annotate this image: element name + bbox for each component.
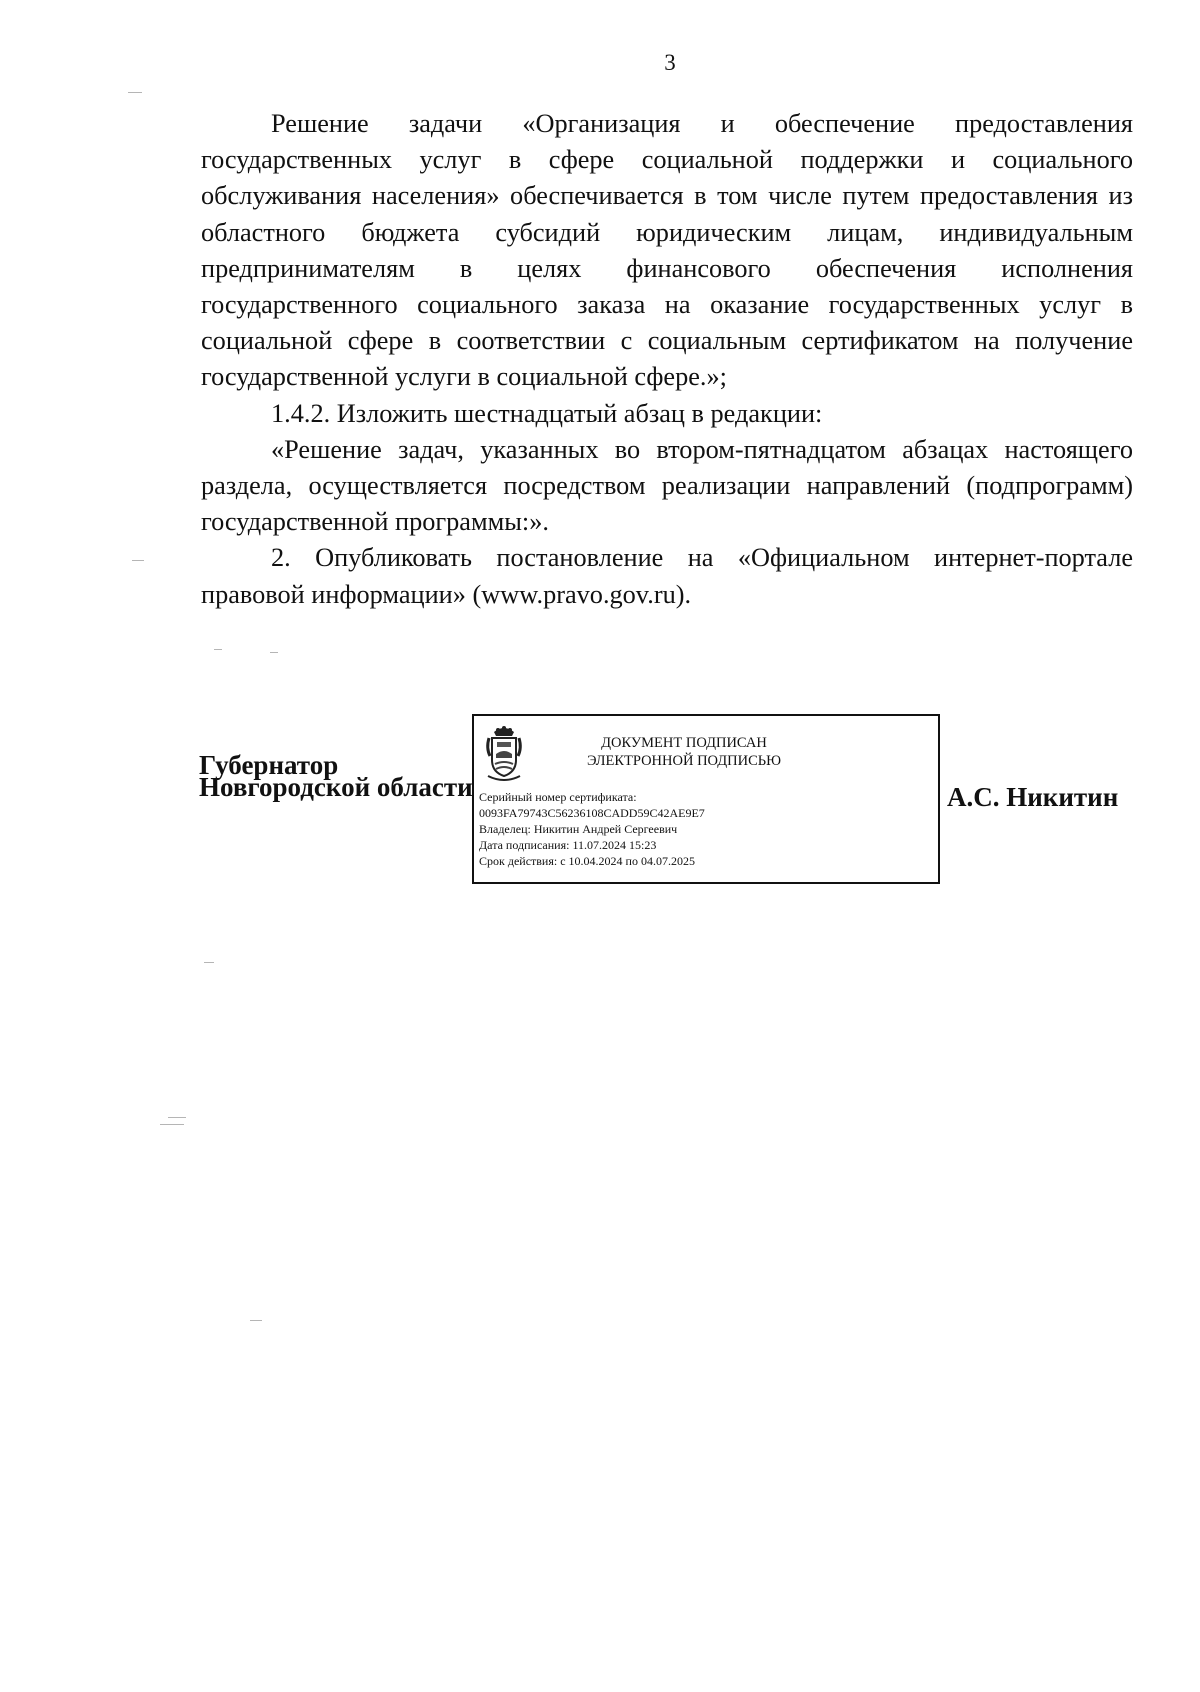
electronic-signature-stamp xyxy=(472,714,940,884)
scan-artifact xyxy=(270,652,278,653)
scan-artifact xyxy=(250,1320,262,1321)
signer-name: А.С. Никитин xyxy=(947,782,1119,812)
signer-position-line1: Губернатор xyxy=(199,750,339,780)
paragraph-item-1-4-2: 1.4.2. Изложить шестнадцатый абзац в редакции: xyxy=(271,398,823,428)
stamp-heading-line2: ЭЛЕКТРОННОЙ ПОДПИСЬЮ xyxy=(586,753,782,769)
coat-of-arms-icon xyxy=(484,724,524,782)
scan-artifact xyxy=(204,962,214,963)
paragraph-item-2: 2. Опубликовать постановление на «Официальном интернет-портале правовой информации» (www.pravo.gov.ru). xyxy=(201,543,1133,609)
document-body xyxy=(201,106,1133,613)
paragraph-task-solution: Решение задачи «Организация и обеспечение предоставления государственных услуг в сфере социальной поддержки и социального обслуживания населения» обеспечивается в том числе путем предоставления из областного бюджета субсидий юридическим лицам, индивидуальным предпринимателям в целях финансового обеспечения исполнения государственного социального заказа на оказание государственных услуг в социальной сфере в соответствии с социальным сертификатом на получение государственной услуги в социальной сфере.»; xyxy=(201,109,1133,392)
scan-artifact xyxy=(132,560,144,561)
stamp-heading-line1: ДОКУМЕНТ ПОДПИСАН xyxy=(601,735,767,751)
stamp-heading xyxy=(534,734,834,770)
scan-artifact xyxy=(214,649,222,650)
stamp-details xyxy=(479,789,929,869)
signer-position-line2: Новгородской области xyxy=(199,772,473,802)
certificate-serial-value: 0093FA79743C56236108CADD59C42AE9E7 xyxy=(479,806,705,820)
scan-artifact xyxy=(128,92,142,93)
signature-block xyxy=(0,714,1200,894)
scan-artifact xyxy=(160,1124,184,1125)
signing-date: Дата подписания: 11.07.2024 15:23 xyxy=(479,838,657,852)
paragraph-quoted-text: «Решение задач, указанных во втором-пятнадцатом абзацах настоящего раздела, осуществляется посредством реализации направлений (подпрограмм) государственной программы:». xyxy=(201,434,1133,537)
page-number: 3 xyxy=(664,50,676,75)
certificate-serial-label: Серийный номер сертификата: xyxy=(479,790,637,804)
signer-position xyxy=(199,750,473,802)
scan-artifact xyxy=(168,1117,186,1118)
certificate-owner: Владелец: Никитин Андрей Сергеевич xyxy=(479,822,678,836)
certificate-validity: Срок действия: с 10.04.2024 по 04.07.2025 xyxy=(479,854,695,868)
